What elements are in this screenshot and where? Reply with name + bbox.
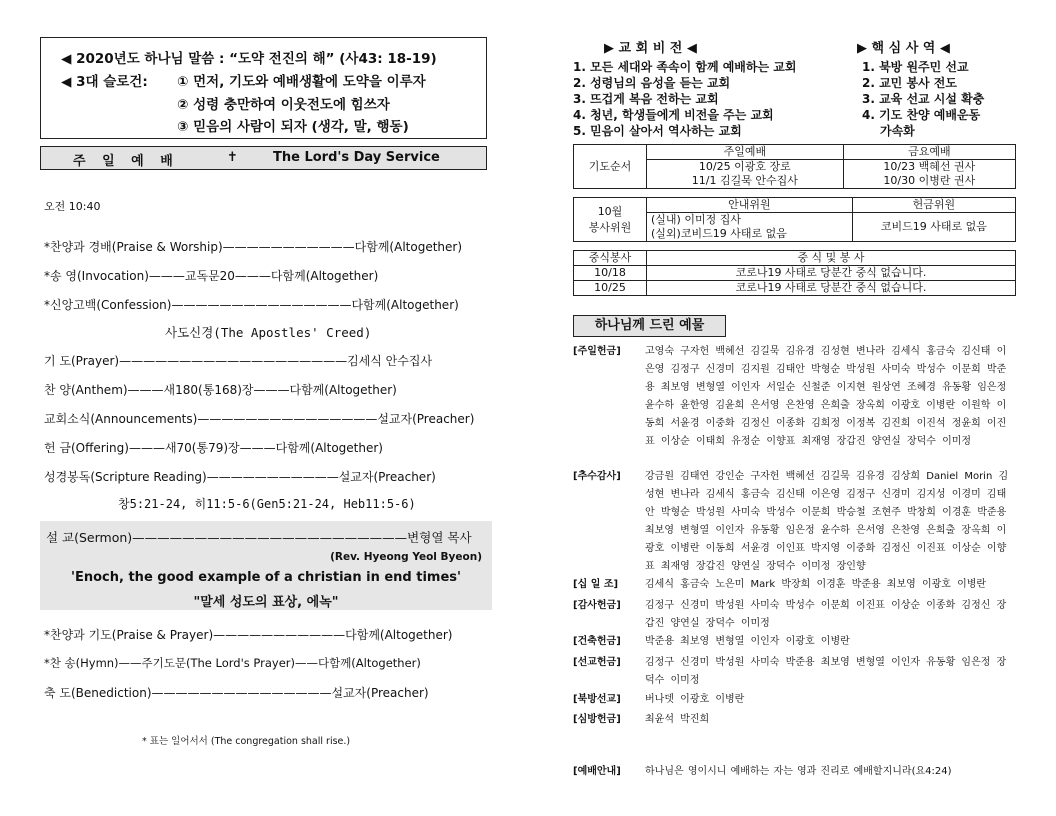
vision-item: 5. 믿음이 살아서 역사하는 교회 bbox=[573, 124, 742, 138]
order-item: *송 영(Invocation)———교독문20———다함께(Altogether) bbox=[44, 269, 379, 283]
offering-names: 버나뎃 이광호 이병란 bbox=[645, 694, 745, 705]
service-header bbox=[40, 146, 487, 170]
vision-item: 2. 성령님의 음성을 듣는 교회 bbox=[573, 76, 731, 90]
offering-names: 강금원 김태연 강인순 구자헌 백혜선 김길묵 김유경 김상희 Daniel Morin 김성현 변나라 김세식 홍금숙 김신태 이은영 김정구 신경미 김지성 이경미 김태안 박형순 박성원 사미숙 박성수 이문희 박승철 조현주 박창희 이경훈 박준용 최보영 변형열 이인자 유동황 임은정 윤수하 은서영 은찬영 은희출 장옥희 이광호 이병란 이동희 서윤경 이인표 박지영 이중화 김정신 이진표 이상순 이향표 최재영 장갑진 양연실 장덕수 이미정 장인향 bbox=[645, 471, 1009, 572]
meal-h2: 중 식 및 봉 사 bbox=[647, 251, 1016, 266]
slogan-2: ② 성령 충만하여 이웃전도에 힘쓰자 bbox=[177, 97, 390, 113]
prayer-cell: 10/23 백혜선 권사 bbox=[843, 160, 1015, 175]
order-item: *찬양과 경배(Praise & Worship)———————————다함께(Altogether) bbox=[44, 240, 463, 254]
worship-text: 하나님은 영이시니 예배하는 자는 영과 진리로 예배할지니라(요4:24) bbox=[645, 766, 952, 777]
service-row-label-1: 10월 bbox=[597, 204, 623, 218]
order-item: *신앙고백(Confession)———————————————다함께(Altogether) bbox=[44, 298, 459, 312]
service-cell: (실외)코비드19 사태로 없음 bbox=[647, 227, 853, 242]
offering-label: [선교헌금] bbox=[573, 657, 621, 668]
offering-label: [심방헌금] bbox=[573, 714, 621, 725]
preacher-en: (Rev. Hyeong Yeol Byeon) bbox=[330, 551, 482, 563]
core-item: 4. 기도 찬양 예배운동 bbox=[862, 108, 981, 122]
vision-item: 4. 청년, 학생들에게 비전을 주는 교회 bbox=[573, 108, 774, 122]
meal-table bbox=[573, 250, 1016, 296]
prayer-cell: 10/30 이병란 권사 bbox=[843, 174, 1015, 189]
core-item: 1. 북방 원주민 선교 bbox=[862, 60, 969, 74]
slogan-3: ③ 믿음의 사람이 되자 (생각, 말, 행동) bbox=[177, 119, 409, 135]
slogan-label: ◀ 3대 슬로건: bbox=[61, 74, 148, 90]
service-row-label bbox=[574, 198, 647, 242]
order-item: 헌 금(Offering)———새70(통79)장———다함께(Altogether) bbox=[44, 441, 383, 455]
prayer-table bbox=[573, 144, 1016, 189]
prayer-col1: 주일예배 bbox=[647, 145, 844, 160]
vision-item: 3. 뜨겁게 복음 전하는 교회 bbox=[573, 92, 719, 106]
order-item: 교회소식(Announcements)———————————————설교자(Preacher) bbox=[44, 412, 475, 426]
motto-box bbox=[40, 37, 487, 139]
service-row-label-2: 봉사위원 bbox=[588, 220, 632, 234]
slogan-1: ① 먼저, 기도와 예배생활에 도약을 이루자 bbox=[177, 74, 426, 90]
prayer-col2: 금요예배 bbox=[843, 145, 1015, 160]
core-title: ▶ 핵 심 사 역 ◀ bbox=[857, 41, 950, 56]
offering-label: [추수감사] bbox=[573, 471, 621, 482]
order-item: 기 도(Prayer)———————————————————김세식 안수집사 bbox=[44, 354, 433, 368]
service-title-ko: 주 일 예 배 bbox=[73, 154, 179, 169]
meal-text: 코로나19 사태로 당분간 중식 없습니다. bbox=[647, 281, 1016, 296]
offering-names: 최윤석 박진희 bbox=[645, 714, 710, 725]
service-time: 오전 10:40 bbox=[44, 200, 101, 213]
core-item: 2. 교민 봉사 전도 bbox=[862, 76, 957, 90]
meal-h1: 중식봉사 bbox=[574, 251, 647, 266]
service-cell: (실내) 이미정 집사 bbox=[647, 213, 853, 228]
service-table bbox=[573, 197, 1016, 242]
offering-label: [십 일 조] bbox=[573, 579, 619, 590]
order-item: *찬 송(Hymn)——주기도문(The Lord's Prayer)——다함께(Altogether) bbox=[44, 656, 421, 670]
offering-label: [감사헌금] bbox=[573, 600, 621, 611]
order-item: 성경봉독(Scripture Reading)———————————설교자(Preacher) bbox=[44, 470, 436, 484]
service-cell: 코비드19 사태로 없음 bbox=[852, 213, 1015, 242]
vision-item: 1. 모든 세대와 족속이 함께 예배하는 교회 bbox=[573, 60, 797, 74]
scripture-ref: 창5:21-24, 히11:5-6(Gen5:21-24, Heb11:5-6) bbox=[118, 497, 416, 511]
core-item: 가속화 bbox=[880, 124, 915, 138]
offering-title: 하나님께 드린 예물 bbox=[573, 315, 726, 337]
offering-names: 고영숙 구자헌 백혜선 김길묵 김유경 김성현 변나라 김세식 홍금숙 김신태 이은영 김정구 신경미 김지원 김태안 박형순 박성원 사미숙 박성수 이문희 박준용 최보영 변형열 이인자 서일순 신철준 이지현 원상연 조혜경 유동황 임은정 윤수하 윤한영 김윤희 은서영 은찬영 은희출 장옥희 이광호 이병란 이원학 이동희 서윤경 이중화 김정신 이종화 김희정 이정복 김진희 이진석 정윤희 이진표 이상순 이태희 유정순 이향표 최재영 장갑진 양연실 장덕수 이미정 bbox=[645, 346, 1007, 447]
prayer-row-label: 기도순서 bbox=[574, 145, 647, 189]
service-col2: 헌금위원 bbox=[852, 198, 1015, 213]
order-item: 축 도(Benediction)———————————————설교자(Preacher) bbox=[44, 686, 429, 700]
core-item: 3. 교육 선교 시설 확충 bbox=[862, 92, 985, 106]
service-title-en: The Lord's Day Service bbox=[273, 150, 440, 165]
meal-date: 10/18 bbox=[574, 266, 647, 281]
prayer-cell: 11/1 김길묵 안수집사 bbox=[647, 174, 844, 189]
creed-line: 사도신경(The Apostles' Creed) bbox=[165, 325, 372, 340]
cross-icon: ✝ bbox=[227, 150, 238, 165]
vision-title: ▶ 교 회 비 전 ◀ bbox=[604, 41, 697, 56]
offering-names: 박준용 최보영 변형열 이인자 이광호 이병란 bbox=[645, 636, 850, 647]
sermon-title-en: 'Enoch, the good example of a christian in end times' bbox=[71, 570, 461, 585]
motto-line: ◀ 2020년도 하나님 말씀 : “도약 전진의 해” (사43: 18-19) bbox=[61, 51, 437, 67]
offering-label: [건축헌금] bbox=[573, 636, 621, 647]
meal-date: 10/25 bbox=[574, 281, 647, 296]
service-col1: 안내위원 bbox=[647, 198, 853, 213]
footnote: * 표는 일어서서 (The congregation shall rise.) bbox=[142, 736, 351, 747]
order-item: *찬양과 기도(Praise & Prayer)———————————다함께(Altogether) bbox=[44, 628, 453, 642]
offering-label: [북방선교] bbox=[573, 694, 621, 705]
offering-names: 김세식 홍금숙 노은미 Mark 박장희 이경훈 박준용 최보영 이광호 이병란 bbox=[645, 579, 987, 590]
meal-text: 코로나19 사태로 당분간 중식 없습니다. bbox=[647, 266, 1016, 281]
worship-label: [예배안내] bbox=[573, 766, 621, 777]
sermon-block bbox=[40, 521, 492, 610]
prayer-cell: 10/25 이광호 장로 bbox=[647, 160, 844, 175]
sermon-title-ko: "말세 성도의 표상, 에녹" bbox=[193, 595, 339, 610]
offering-names: 김정구 신경미 박성원 사미숙 박성수 이문희 이진표 이상순 이종화 김정신 장갑진 양연실 장덕수 이미정 bbox=[645, 600, 1007, 629]
sermon-line: 설 교(Sermon)——————————————————————변형열 목사 bbox=[46, 530, 472, 545]
offering-names: 김정구 신경미 박성원 사미숙 박준용 최보영 변형열 이인자 유동황 임은정 장덕수 이미정 bbox=[645, 657, 1007, 686]
order-item: 찬 양(Anthem)———새180(통168)장———다함께(Altogether) bbox=[44, 383, 397, 397]
offering-label: [주일헌금] bbox=[573, 346, 621, 357]
